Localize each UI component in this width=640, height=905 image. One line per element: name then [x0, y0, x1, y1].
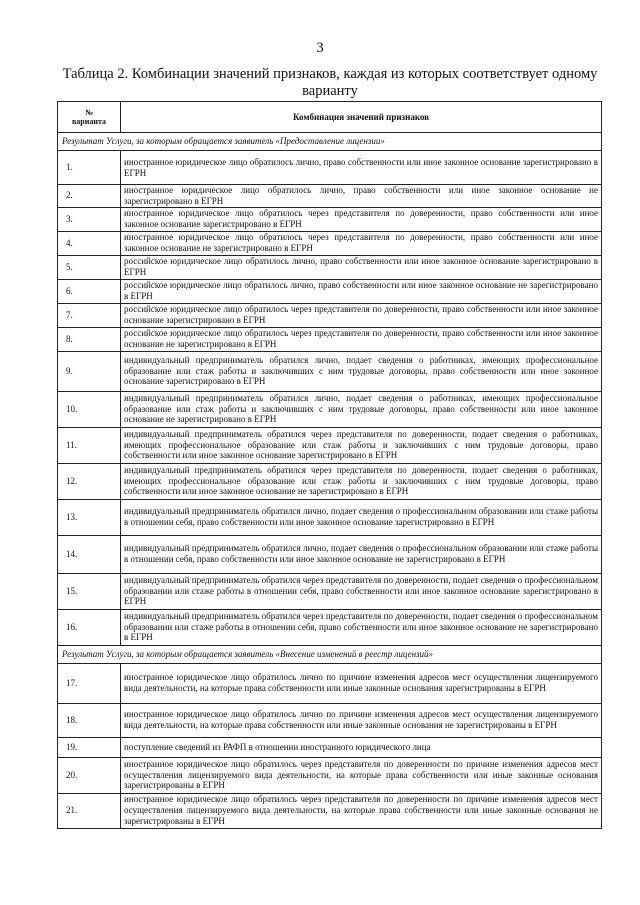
variant-number: 17. [58, 663, 121, 703]
table-row [58, 351, 602, 391]
column-header-number [58, 102, 121, 133]
variant-number: 15. [58, 573, 121, 609]
variant-number: 9. [58, 351, 121, 391]
variant-number: 7. [58, 303, 121, 327]
variant-combination: иностранное юридическое лицо обратилось лично по причине изменения адресов мест осуществления лицензируемого вида деятельности, на которые права собственности или иные законные основания зарегистрированы в ЕГРН [121, 663, 602, 703]
variants-table [57, 101, 602, 829]
variant-combination: индивидуальный предприниматель обратился через представителя по доверенности, подает сведения о профессиональном образовании или стаже работы в отношении себя, право собственности или иное законное основание зарегистрировано в ЕГРН [121, 573, 602, 609]
table-row [58, 279, 602, 303]
table-row [58, 535, 602, 573]
variant-combination: иностранное юридическое лицо обратилось лично, право собственности или иное законное основание зарегистрировано в ЕГРН [121, 151, 602, 185]
variant-number: 20. [58, 757, 121, 793]
table-row [58, 703, 602, 737]
variant-combination: индивидуальный предприниматель обратился лично, подает сведения о профессиональном образовании или стаже работы в отношении себя, право собственности или иное законное основание не зарегистрировано в ЕГРН [121, 535, 602, 573]
table-row [58, 151, 602, 185]
variant-combination: иностранное юридическое лицо обратилось через представителя по доверенности, право собственности или иное законное основание не зарегистрировано в ЕГРН [121, 231, 602, 255]
variant-number: 2. [58, 185, 121, 208]
variant-combination: российское юридическое лицо обратилось лично, право собственности или иное законное основание зарегистрировано в ЕГРН [121, 255, 602, 279]
table-title: Таблица 2. Комбинации значений признаков, каждая из которых соответствует одному варианту [62, 66, 598, 99]
variant-number: 8. [58, 327, 121, 351]
table-row [58, 207, 602, 231]
section-label: Результат Услуги, за которым обращается заявитель «Внесение изменений в реестр лицензий» [58, 645, 602, 663]
variant-combination: иностранное юридическое лицо обратилось через представителя по доверенности, право собственности или иное законное основание зарегистрировано в ЕГРН [121, 207, 602, 231]
table-row [58, 427, 602, 463]
variant-combination: индивидуальный предприниматель обратился лично, подает сведения о работниках, имеющих профессиональное образование или стаж работы и заключивших с ним трудовые договоры, право собственности или иное законное основание не зарегистрировано в ЕГРН [121, 391, 602, 427]
variant-number: 14. [58, 535, 121, 573]
variant-combination: иностранное юридическое лицо обратилось через представителя по доверенности по причине изменения адресов мест осуществления лицензируемого вида деятельности, на которые права собственности или иные законные основания зарегистрированы в ЕГРН [121, 757, 602, 793]
variant-combination: индивидуальный предприниматель обратился через представителя по доверенности, подает сведения о работниках, имеющих профессиональное образование или стаж работы и заключивших с ним трудовые договоры, право собственности или иное законное основание не зарегистрировано в ЕГРН [121, 463, 602, 499]
column-header-combination: Комбинация значений признаков [121, 102, 602, 133]
variant-combination: российское юридическое лицо обратилось лично, право собственности или иное законное основание не зарегистрировано в ЕГРН [121, 279, 602, 303]
variant-combination: иностранное юридическое лицо обратилось лично по причине изменения адресов мест осуществления лицензируемого вида деятельности, на которые права собственности или иные законные основания не зарегистрированы в ЕГРН [121, 703, 602, 737]
variant-number: 3. [58, 207, 121, 231]
variant-number: 10. [58, 391, 121, 427]
section-row [58, 645, 602, 663]
variant-number: 21. [58, 793, 121, 828]
variant-number: 4. [58, 231, 121, 255]
table-row [58, 573, 602, 609]
table-header-row [58, 102, 602, 133]
variant-combination: поступление сведений из РАФП в отношении иностранного юридического лица [121, 737, 602, 757]
table-row [58, 663, 602, 703]
table-row [58, 185, 602, 208]
variant-number: 11. [58, 427, 121, 463]
variant-number: 19. [58, 737, 121, 757]
variant-combination: индивидуальный предприниматель обратился лично, подает сведения о профессиональном образовании или стаже работы в отношении себя, право собственности или иное законное основание зарегистрировано в ЕГРН [121, 499, 602, 535]
variant-number: 12. [58, 463, 121, 499]
variant-number: 5. [58, 255, 121, 279]
table-row [58, 327, 602, 351]
table-row [58, 499, 602, 535]
table-row [58, 757, 602, 793]
variant-number: 16. [58, 609, 121, 645]
table-row [58, 609, 602, 645]
column-header-number-label: варианта [71, 117, 106, 126]
variant-number: 1. [58, 151, 121, 185]
variant-combination: индивидуальный предприниматель обратился лично, подает сведения о работниках, имеющих профессиональное образование или стаж работы и заключивших с ним трудовые договоры, право собственности или иное законное основание зарегистрировано в ЕГРН [121, 351, 602, 391]
variant-combination: иностранное юридическое лицо обратилось лично, право собственности или иное законное основание не зарегистрировано в ЕГРН [121, 185, 602, 208]
variant-number: 13. [58, 499, 121, 535]
table-row [58, 793, 602, 828]
page-number: 3 [316, 40, 324, 56]
table-row [58, 391, 602, 427]
table-row [58, 463, 602, 499]
variant-combination: индивидуальный предприниматель обратился через представителя по доверенности, подает сведения о профессиональном образовании или стаже работы в отношении себя, право собственности или иное законное основание не зарегистрировано в ЕГРН [121, 609, 602, 645]
variant-combination: российское юридическое лицо обратилось через представителя по доверенности, право собственности или иное законное основание зарегистрировано в ЕГРН [121, 303, 602, 327]
variant-combination: индивидуальный предприниматель обратился через представителя по доверенности, подает сведения о работниках, имеющих профессиональное образование или стаж работы и заключивших с ним трудовые договоры, право собственности или иное законное основание зарегистрировано в ЕГРН [121, 427, 602, 463]
table-row [58, 303, 602, 327]
section-label: Результат Услуги, за которым обращается заявитель «Предоставление лицензии» [58, 133, 602, 151]
variant-combination: иностранное юридическое лицо обратилось через представителя по доверенности по причине изменения адресов мест осуществления лицензируемого вида деятельности, на которые права собственности или иные законные основания не зарегистрированы в ЕГРН [121, 793, 602, 828]
section-row [58, 133, 602, 151]
table-body [58, 133, 602, 829]
table-row [58, 231, 602, 255]
column-header-number-symbol: № [84, 107, 94, 117]
variant-number: 18. [58, 703, 121, 737]
variant-combination: российское юридическое лицо обратилось через представителя по доверенности, право собственности или иное законное основание не зарегистрировано в ЕГРН [121, 327, 602, 351]
variant-number: 6. [58, 279, 121, 303]
table-row [58, 255, 602, 279]
table-row [58, 737, 602, 757]
